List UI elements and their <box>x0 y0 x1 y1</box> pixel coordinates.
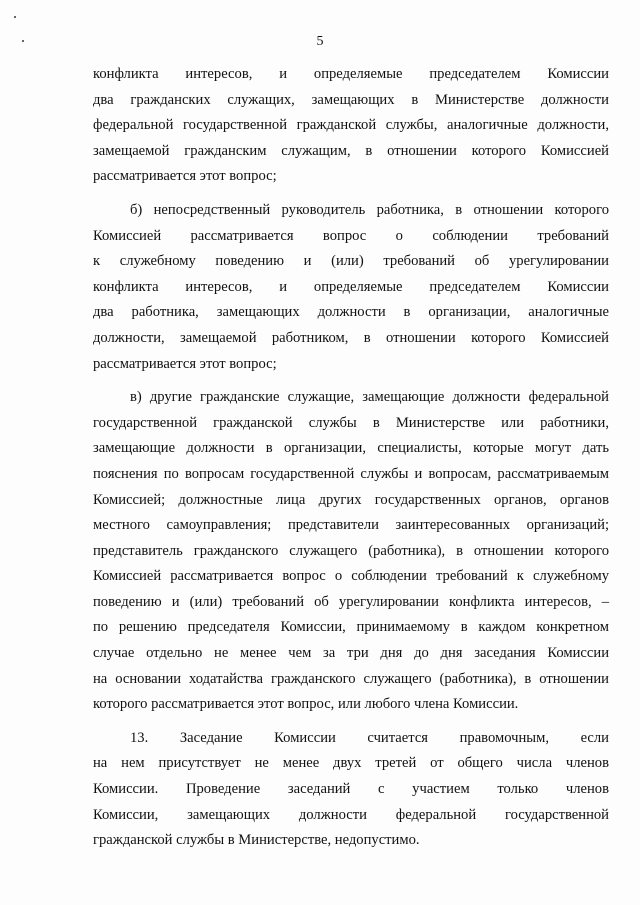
text-line: по решению председателя Комиссии, принимаемому в каждом конкретном <box>93 619 609 636</box>
text-line: 13. Заседание Комиссии считается правомочным, если <box>130 729 609 746</box>
text-line: Комиссии, замещающих должности федеральной государственной <box>93 806 609 823</box>
text-line: рассматривается этот вопрос; <box>93 355 277 372</box>
text-line: гражданской службы в Министерстве, недопустимо. <box>93 832 420 849</box>
text-line: конфликта интересов, и определяемые председателем Комиссии <box>93 66 609 82</box>
text-line: должности, замещаемой работником, в отношении которого Комиссией <box>93 329 609 346</box>
text-line: к служебному поведению и (или) требований об урегулировании <box>93 253 609 270</box>
text-line: Комиссией; должностные лица других государственных органов, органов <box>93 491 609 508</box>
scan-speck <box>14 16 16 18</box>
text-line: поведению и (или) требований об урегулировании конфликта интересов, – <box>93 593 609 610</box>
text-line: государственной гражданской службы в Министерстве или работники, <box>93 414 609 431</box>
text-line: Комиссии. Проведение заседаний с участием только членов <box>93 781 609 798</box>
text-line: на нем присутствует не менее двух третей от общего числа членов <box>93 755 609 772</box>
text-line: рассматривается этот вопрос; <box>93 168 277 185</box>
text-line: которого рассматривается этот вопрос, или любого члена Комиссии. <box>93 696 519 713</box>
paragraph-b <box>93 198 609 377</box>
text-line: пояснения по вопросам государственной службы и вопросам, рассматриваемым <box>93 465 609 482</box>
paragraph-continued <box>93 62 609 190</box>
text-line: Комиссией рассматривается вопрос о соблюдении требований к служебному <box>93 568 609 585</box>
text-line: б) непосредственный руководитель работника, в отношении которого <box>130 201 609 218</box>
text-line: федеральной государственной гражданской службы, аналогичные должности, <box>93 117 609 134</box>
paragraph-v <box>93 385 609 718</box>
text-line: замещаемой гражданским служащим, в отношении которого Комиссией <box>93 142 609 159</box>
paragraph-13 <box>93 726 609 854</box>
text-line: в) другие гражданские служащие, замещающие должности федеральной <box>130 389 609 406</box>
text-line: два гражданских служащих, замещающих в Министерстве должности <box>93 91 609 108</box>
text-line: замещающие должности в организации, специалисты, которые могут дать <box>93 440 609 457</box>
text-line: случае отдельно не менее чем за три дня до дня заседания Комиссии <box>93 645 609 662</box>
document-body <box>93 62 609 854</box>
text-line: местного самоуправления; представители заинтересованных организаций; <box>93 517 609 534</box>
text-line: Комиссией рассматривается вопрос о соблюдении требований <box>93 227 609 244</box>
text-line: два работника, замещающих должности в организации, аналогичные <box>93 304 609 321</box>
text-line: конфликта интересов, и определяемые председателем Комиссии <box>93 278 609 295</box>
text-line: представитель гражданского служащего (работника), в отношении которого <box>93 542 609 559</box>
text-line: на основании ходатайства гражданского служащего (работника), в отношении <box>93 670 609 687</box>
page-number: 5 <box>316 34 324 49</box>
